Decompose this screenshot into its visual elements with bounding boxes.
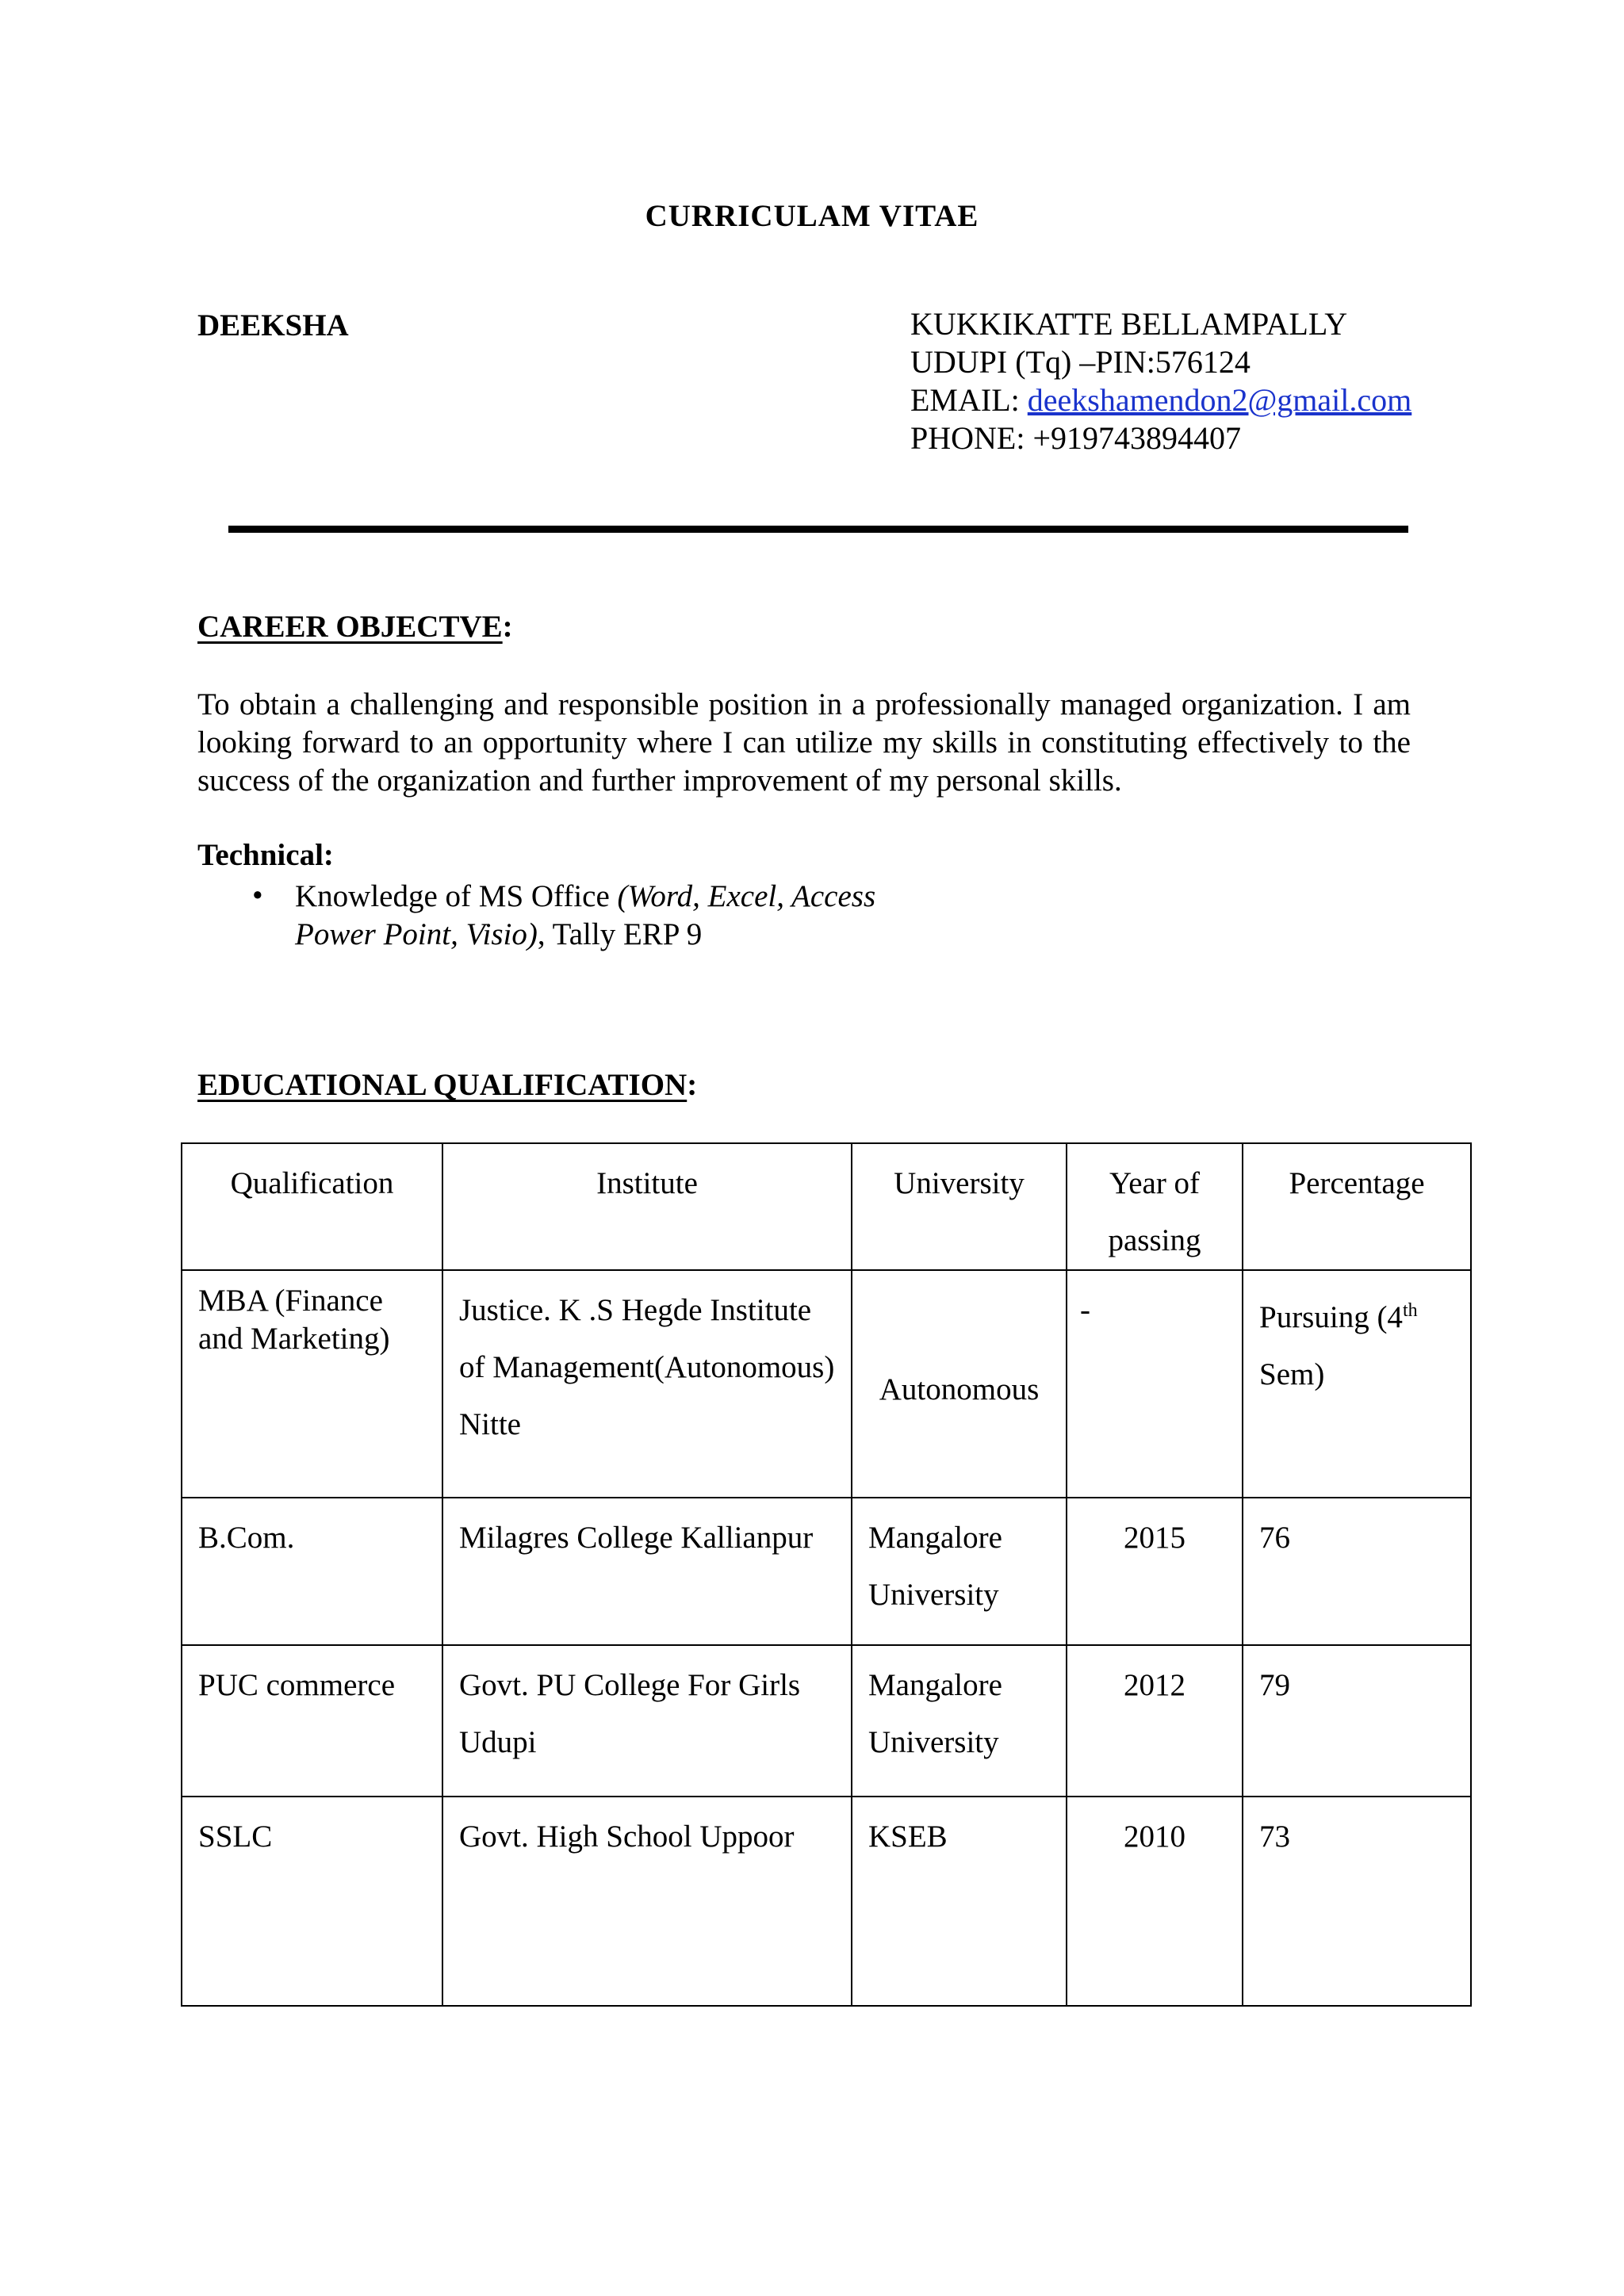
- career-objective-text: To obtain a challenging and responsible position in a professionally managed organization. I am looking forward to an opportunity where I can utilize my skills in constituting effectively to the success of the organization and further improvement of my personal skills.: [197, 687, 1411, 798]
- percentage-cell: 79: [1243, 1645, 1471, 1797]
- technical-heading: Technical:: [197, 838, 334, 872]
- column-header: Institute: [442, 1143, 852, 1270]
- horizontal-divider: [228, 526, 1408, 533]
- institute-cell: Milagres College Kallianpur: [442, 1498, 852, 1645]
- qualification-cell: PUC commerce: [182, 1645, 442, 1797]
- qualification-cell: B.Com.: [182, 1498, 442, 1645]
- education-heading: EDUCATIONAL QUALIFICATION:: [197, 1068, 698, 1102]
- email-line: [910, 381, 1411, 419]
- year-cell: 2015: [1067, 1498, 1243, 1645]
- table-row: [182, 1645, 1471, 1797]
- table-header-row: [182, 1143, 1471, 1270]
- column-header: Qualification: [182, 1143, 442, 1270]
- address-line-1: KUKKIKATTE BELLAMPALLY: [910, 306, 1348, 342]
- column-header: Percentage: [1243, 1143, 1471, 1270]
- document-title: CURRICULAM VITAE: [645, 199, 979, 233]
- university-cell: KSEB: [852, 1797, 1067, 2006]
- address-line-2: UDUPI (Tq) –PIN:576124: [910, 344, 1251, 380]
- university-cell: Mangalore University: [852, 1645, 1067, 1797]
- qualification-cell: SSLC: [182, 1797, 442, 2006]
- year-cell: 2012: [1067, 1645, 1243, 1797]
- university-cell: Autonomous: [852, 1270, 1067, 1498]
- candidate-name: DEEKSHA: [197, 308, 349, 342]
- percentage-cell: 76: [1243, 1498, 1471, 1645]
- bullet-icon: •: [252, 878, 263, 913]
- career-objective-heading: CAREER OBJECTVE:: [197, 610, 513, 644]
- phone-line: PHONE: +919743894407: [910, 420, 1242, 456]
- contact-block: [910, 305, 1411, 457]
- institute-cell: Justice. K .S Hegde Institute of Management(Autonomous) Nitte: [442, 1270, 852, 1498]
- percentage-cell: 73: [1243, 1797, 1471, 2006]
- table-row: [182, 1498, 1471, 1645]
- column-header: University: [852, 1143, 1067, 1270]
- percentage-cell: Pursuing (4th Sem): [1243, 1270, 1471, 1498]
- year-cell: -: [1067, 1270, 1243, 1498]
- university-cell: Mangalore University: [852, 1498, 1067, 1645]
- institute-cell: Govt. PU College For Girls Udupi: [442, 1645, 852, 1797]
- table-row: [182, 1797, 1471, 2006]
- email-link[interactable]: deekshamendon2@gmail.com: [1027, 382, 1412, 418]
- year-cell: 2010: [1067, 1797, 1243, 2006]
- education-table: [181, 1142, 1472, 2007]
- column-header: Year of passing: [1067, 1143, 1243, 1270]
- qualification-cell: MBA (Finance and Marketing): [182, 1270, 442, 1498]
- technical-skill-item: Knowledge of MS Office (Word, Excel, Access Power Point, Visio), Tally ERP 9: [295, 879, 876, 951]
- email-label: EMAIL:: [910, 382, 1028, 418]
- table-row: [182, 1270, 1471, 1498]
- institute-cell: Govt. High School Uppoor: [442, 1797, 852, 2006]
